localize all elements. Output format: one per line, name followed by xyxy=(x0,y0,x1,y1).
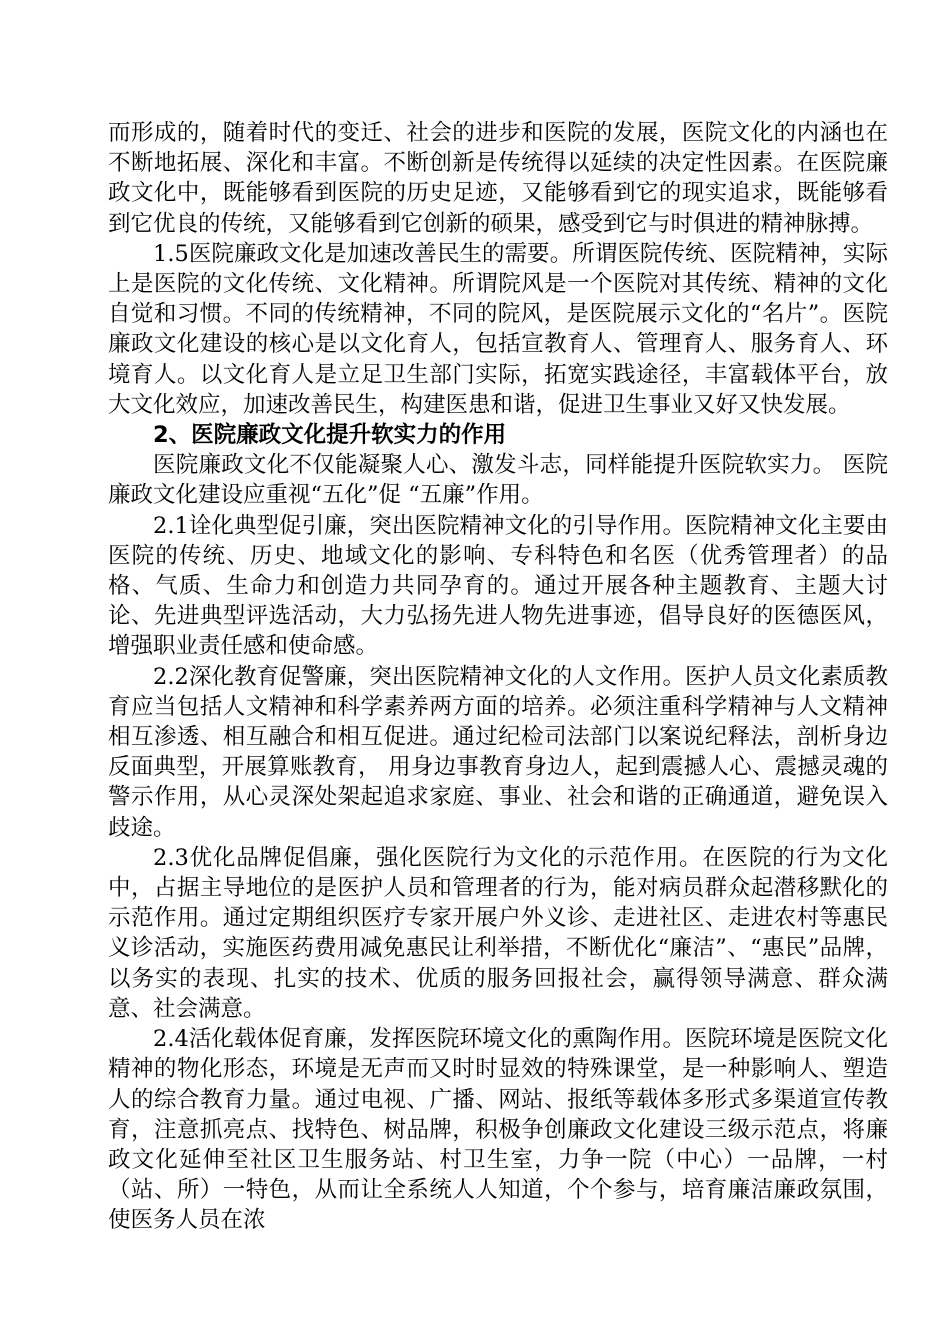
paragraph-2-3: 2.3优化品牌促倡廉，强化医院行为文化的示范作用。在医院的行为文化中，占据主导地位的是医护人员和管理者的行为，能对病员群众起潜移默化的示范作用。通过定期组织医疗专家开展户外义诊、走进社区、走进农村等惠民义诊活动，实施医药费用减免惠民让利举措，不断优化“廉洁”、“惠民”品牌，以务实的表现、扎实的技术、优质的服务回报社会，赢得领导满意、群众满意、社会满意。 xyxy=(108,844,888,1022)
paragraph-2-1: 2.1诠化典型促引廉，突出医院精神文化的引导作用。医院精神文化主要由医院的传统、历史、地域文化的影响、专科特色和名医（优秀管理者）的品格、气质、生命力和创造力共同孕育的。通过开展各种主题教育、主题大讨论、先进典型评选活动，大力弘扬先进人物先进事迹，倡导良好的医德医风，增强职业责任感和使命感。 xyxy=(108,512,888,660)
paragraph-section-2-intro: 医院廉政文化不仅能凝聚人心、激发斗志，同样能提升医院软实力。 医院廉政文化建设应重视“五化”促 “五廉”作用。 xyxy=(108,452,888,509)
paragraph-continuation: 而形成的，随着时代的变迁、社会的进步和医院的发展，医院文化的内涵也在不断地拓展、深化和丰富。不断创新是传统得以延续的决定性因素。在医院廉政文化中，既能够看到医院的历史足迹，又能够看到它的现实追求，既能够看到它优良的传统，又能够看到它创新的硕果，感受到它与时俱进的精神脉搏。 xyxy=(108,120,888,237)
paragraph-2-4: 2.4活化载体促育廉，发挥医院环境文化的熏陶作用。医院环境是医院文化精神的物化形态，环境是无声而又时时显效的特殊课堂，是一种影响人、塑造人的综合教育力量。通过电视、广播、网站、报纸等载体多形式多渠道宣传教育，注意抓亮点、找特色、树品牌，积极争创廉政文化建设三级示范点，将廉政文化延伸至社区卫生服务站、村卫生室，力争一院（中心）一品牌，一村（站、所）一特色，从而让全系统人人知道，个个参与，培育廉洁廉政氛围，使医务人员在浓 xyxy=(108,1026,888,1234)
section-heading-2: 2、医院廉政文化提升软实力的作用 xyxy=(153,422,507,449)
document-page xyxy=(108,118,888,1236)
paragraph-1-5: 1.5医院廉政文化是加速改善民生的需要。所谓医院传统、医院精神，实际上是医院的文化传统、文化精神。所谓院风是一个医院对其传统、精神的文化自觉和习惯。不同的传统精神，不同的院风，是医院展示文化的“名片”。医院廉政文化建设的核心是以文化育人，包括宣教育人、管理育人、服务育人、环境育人。以文化育人是立足卫生部门实际，拓宽实践途径，丰富载体平台，放大文化效应，加速改善民生，构建医患和谐，促进卫生事业又好又快发展。 xyxy=(108,240,888,418)
paragraph-2-2: 2.2深化教育促警廉，突出医院精神文化的人文作用。医护人员文化素质教育应当包括人文精神和科学素养两方面的培养。必须注重科学精神与人文精神相互渗透、相互融合和相互促进。通过纪检司法部门以案说纪释法，剖析身边反面典型，开展算账教育， 用身边事教育身边人，起到震撼人心、震撼灵魂的警示作用，从心灵深处架起追求家庭、事业、社会和谐的正确通道，避免误入歧途。 xyxy=(108,663,888,841)
